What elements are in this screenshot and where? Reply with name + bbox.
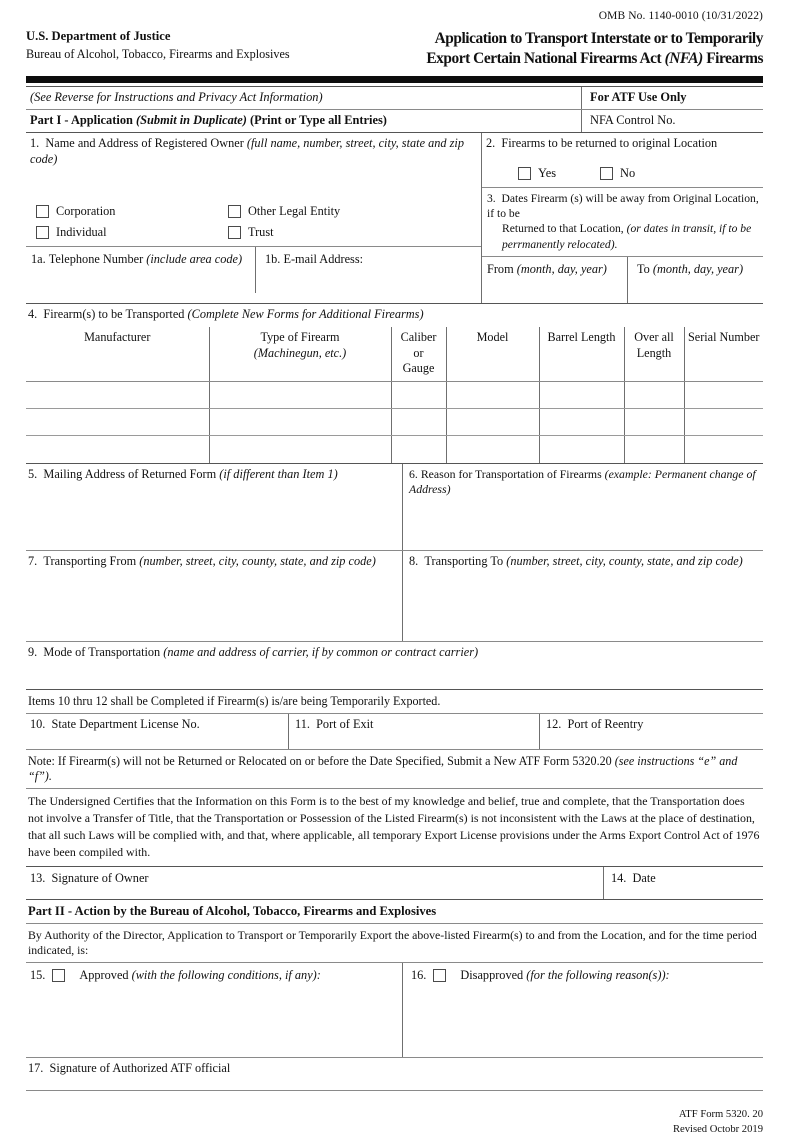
entity-type-row-2 [26,225,481,240]
nfa-control-no-label: NFA Control No. [590,112,676,127]
checkbox-other-legal-entity[interactable] [228,204,340,219]
checkbox-corporation-label: Corporation [56,203,116,218]
item1b-email-field[interactable] [255,247,481,293]
checkbox-approved-icon[interactable] [52,969,65,982]
item1-owner-block[interactable] [26,133,481,304]
checkbox-disapproved-icon[interactable] [433,969,446,982]
col-type-of-firearm: Type of Firearm (Machinegun, etc.) [209,327,391,381]
checkbox-no-label: No [620,165,636,180]
item5-item6-block [26,464,763,550]
cell-barrel-length[interactable] [539,382,624,409]
cell-model[interactable] [446,409,539,436]
item14-label: Date [632,871,656,886]
item17-atf-signature-field[interactable] [26,1058,763,1090]
item3-dates-away [482,188,763,257]
cell-overall-length[interactable] [624,382,684,409]
page-title-line2: Export Certain National Firearms Act (NFA) Firearms [426,50,763,68]
cell-serial-number[interactable] [684,409,763,436]
item9-label: 9. Mode of Transportation (name and address of carrier, if by common or contract carrier) [28,644,479,659]
date-to-field[interactable] [627,257,763,303]
date-from-field[interactable] [482,257,627,303]
agency-bureau: Bureau of Alcohol, Tobacco, Firearms and Explosives [26,47,290,61]
item16-label: Disapproved (for the following reason(s)): [460,968,670,983]
cell-manufacturer[interactable] [26,409,209,436]
date-to-label: To (month, day, year) [637,262,744,277]
checkbox-box-icon[interactable] [228,226,241,239]
col-serial-number: Serial Number [684,327,763,381]
certification-paragraph: The Undersigned Certifies that the Information on this Form is to the best of my knowledge and belief, true and complete, that the Transportation does not involve a Transfer of Title, that the Transportation or Possession of the Listed Firearm(s) is not inconsistent with the Laws at the place of destination, that all such Laws will be complied with, and that, where applicable, all temporary Export License provisions under the Arms Export Control Act of 1976 have been compiled with. [28,793,760,859]
form-footer [26,1091,763,1138]
cell-type[interactable] [209,436,391,463]
cell-model[interactable] [446,382,539,409]
checkbox-returned-yes[interactable] [518,166,556,181]
col-over-all-length: Over all Length [624,327,684,381]
part2-heading-row [26,900,763,923]
page-title-line1: Application to Transport Interstate or to Temporarily [434,30,763,47]
item8-label: 8. Transporting To (number, street, city, county, state, and zip code) [409,553,743,568]
checkbox-returned-no[interactable] [600,166,635,181]
part1-label-tail: (Print or Type all Entries) [246,112,387,127]
checkbox-box-icon[interactable] [518,167,531,180]
item9-mode-of-transportation-field[interactable] [26,642,763,689]
cell-caliber[interactable] [391,409,446,436]
item1a-telephone-field[interactable] [26,247,255,293]
item12-port-of-reentry-field[interactable]: 12. Port of Reentry [539,714,763,749]
reverse-instructions-note: (See Reverse for Instructions and Privacy Act Information) [30,89,323,104]
cell-barrel-length[interactable] [539,409,624,436]
cell-type[interactable] [209,382,391,409]
item7-item8-block [26,551,763,641]
header-rule [26,76,763,83]
checkbox-box-icon[interactable] [228,205,241,218]
table-row[interactable] [26,382,763,409]
cell-barrel-length[interactable] [539,436,624,463]
item7-transporting-from-field[interactable] [26,551,402,641]
item8-transporting-to-field[interactable] [402,551,763,641]
item13-label: Signature of Owner [51,871,149,886]
item2-item3-block [481,133,763,304]
part2-authority-text: By Authority of the Director, Application to Transport or Temporarily Export the above-listed Firearm(s) to and from the Location, and for the time period indicated, is: [28,928,757,958]
checkbox-box-icon[interactable] [36,205,49,218]
part1-label-italic: (Submit in Duplicate) [136,112,247,127]
omb-number: OMB No. 1140-0010 (10/31/2022) [598,10,763,22]
cell-caliber[interactable] [391,382,446,409]
footer-form-number: ATF Form 5320. 20 [678,1109,763,1121]
date-from-label: From (month, day, year) [487,262,607,277]
item15-approved-field[interactable]: 15. Approved (with the following conditions, if any): [30,968,321,983]
cell-manufacturer[interactable] [26,436,209,463]
cell-overall-length[interactable] [624,409,684,436]
item1a-label: 1a. Telephone Number (include area code) [31,251,243,266]
footer-revision-date: Revised Octobr 2019 [672,1124,763,1136]
item12-label: Port of Reentry [567,716,644,731]
cell-caliber[interactable] [391,436,446,463]
firearms-table [26,327,763,462]
checkbox-trust[interactable] [228,225,274,240]
item5-label: 5. Mailing Address of Returned Form (if different than Item 1) [28,466,338,481]
reverse-note-row [26,87,763,109]
checkbox-box-icon[interactable] [600,167,613,180]
item10-label: State Department License No. [51,716,200,731]
item2-return-question [482,133,763,187]
item6-reason-field[interactable] [402,464,763,550]
part2-heading: Part II - Action by the Bureau of Alcohol, Tobacco, Firearms and Explosives [28,904,437,919]
col-caliber-or-gauge: Caliber or Gauge [391,327,446,381]
item5-mailing-address-field[interactable] [26,464,402,550]
item7-label: 7. Transporting From (number, street, city, county, state, and zip code) [28,553,376,568]
item10-12-block [26,714,763,749]
table-row[interactable] [26,436,763,463]
checkbox-corporation[interactable] [36,204,228,219]
cell-serial-number[interactable] [684,436,763,463]
item4-label: 4. Firearm(s) to be Transported (Complete New Forms for Additional Firearms) [28,307,424,322]
item11-label: Port of Exit [316,716,374,731]
cell-serial-number[interactable] [684,382,763,409]
item17-label: 17. Signature of Authorized ATF official [28,1061,231,1076]
atf-use-only-label: For ATF Use Only [590,89,687,104]
owner-and-return-block [26,133,763,304]
item1b-label: 1b. E-mail Address: [265,251,364,266]
item10-license-field[interactable]: 10. State Department License No. [30,716,200,731]
item1-label: 1. Name and Address of Registered Owner (full name, number, street, city, state and zip code) [30,135,464,166]
item2-label: 2. Firearms to be returned to original Location [486,135,718,150]
col-barrel-length: Barrel Length [539,327,624,381]
checkbox-individual[interactable] [36,225,228,240]
checkbox-yes-label: Yes [538,165,557,180]
firearms-table-header-row [26,327,763,381]
item13-item14-block [26,867,763,899]
export-items-note: Items 10 thru 12 shall be Completed if Firearm(s) is/are being Temporarily Exported. [28,693,441,708]
cell-model[interactable] [446,436,539,463]
item13-signature-of-owner-field[interactable]: 13. Signature of Owner [30,871,149,886]
item15-item16-block [26,963,763,1057]
item2-yesno-row [482,152,763,187]
part1-label: Part I - Application [30,112,137,127]
cell-overall-length[interactable] [624,436,684,463]
agency-block [26,29,290,62]
agency-department: U.S. Department of Justice [26,29,171,43]
item6-label: 6. Reason for Transportation of Firearms (example: Permanent change of Address) [409,466,756,497]
page-title [426,29,763,70]
cell-type[interactable] [209,409,391,436]
checkbox-individual-label: Individual [56,224,107,239]
item3-label: 3. Dates Firearm (s) will be away from Original Location, if to be Returned to that Location, (or dates in transit, if to be perrmanently relocated). [487,191,759,251]
col-manufacturer: Manufacturer [26,327,209,381]
item15-label: Approved (with the following conditions, if any): [79,968,321,983]
item14-date-field[interactable]: 14. Date [603,867,763,899]
cell-manufacturer[interactable] [26,382,209,409]
checkbox-trust-label: Trust [248,224,274,239]
table-row[interactable] [26,409,763,436]
col-model: Model [446,327,539,381]
entity-type-row-1 [26,204,481,219]
part1-row [26,110,763,132]
item11-port-of-exit-field[interactable]: 11. Port of Exit [288,714,539,749]
checkbox-other-legal-entity-label: Other Legal Entity [248,203,341,218]
document-header [26,29,763,70]
item16-disapproved-field[interactable]: 16. Disapproved (for the following reason(s)): [402,963,763,1057]
checkbox-box-icon[interactable] [36,226,49,239]
return-relocate-note: Note: If Firearm(s) will not be Returned or Relocated on or before the Date Specified, Submit a New ATF Form 5320.20 (see instructions “e” and “f”). [28,753,738,783]
item3-date-fields [482,257,763,303]
